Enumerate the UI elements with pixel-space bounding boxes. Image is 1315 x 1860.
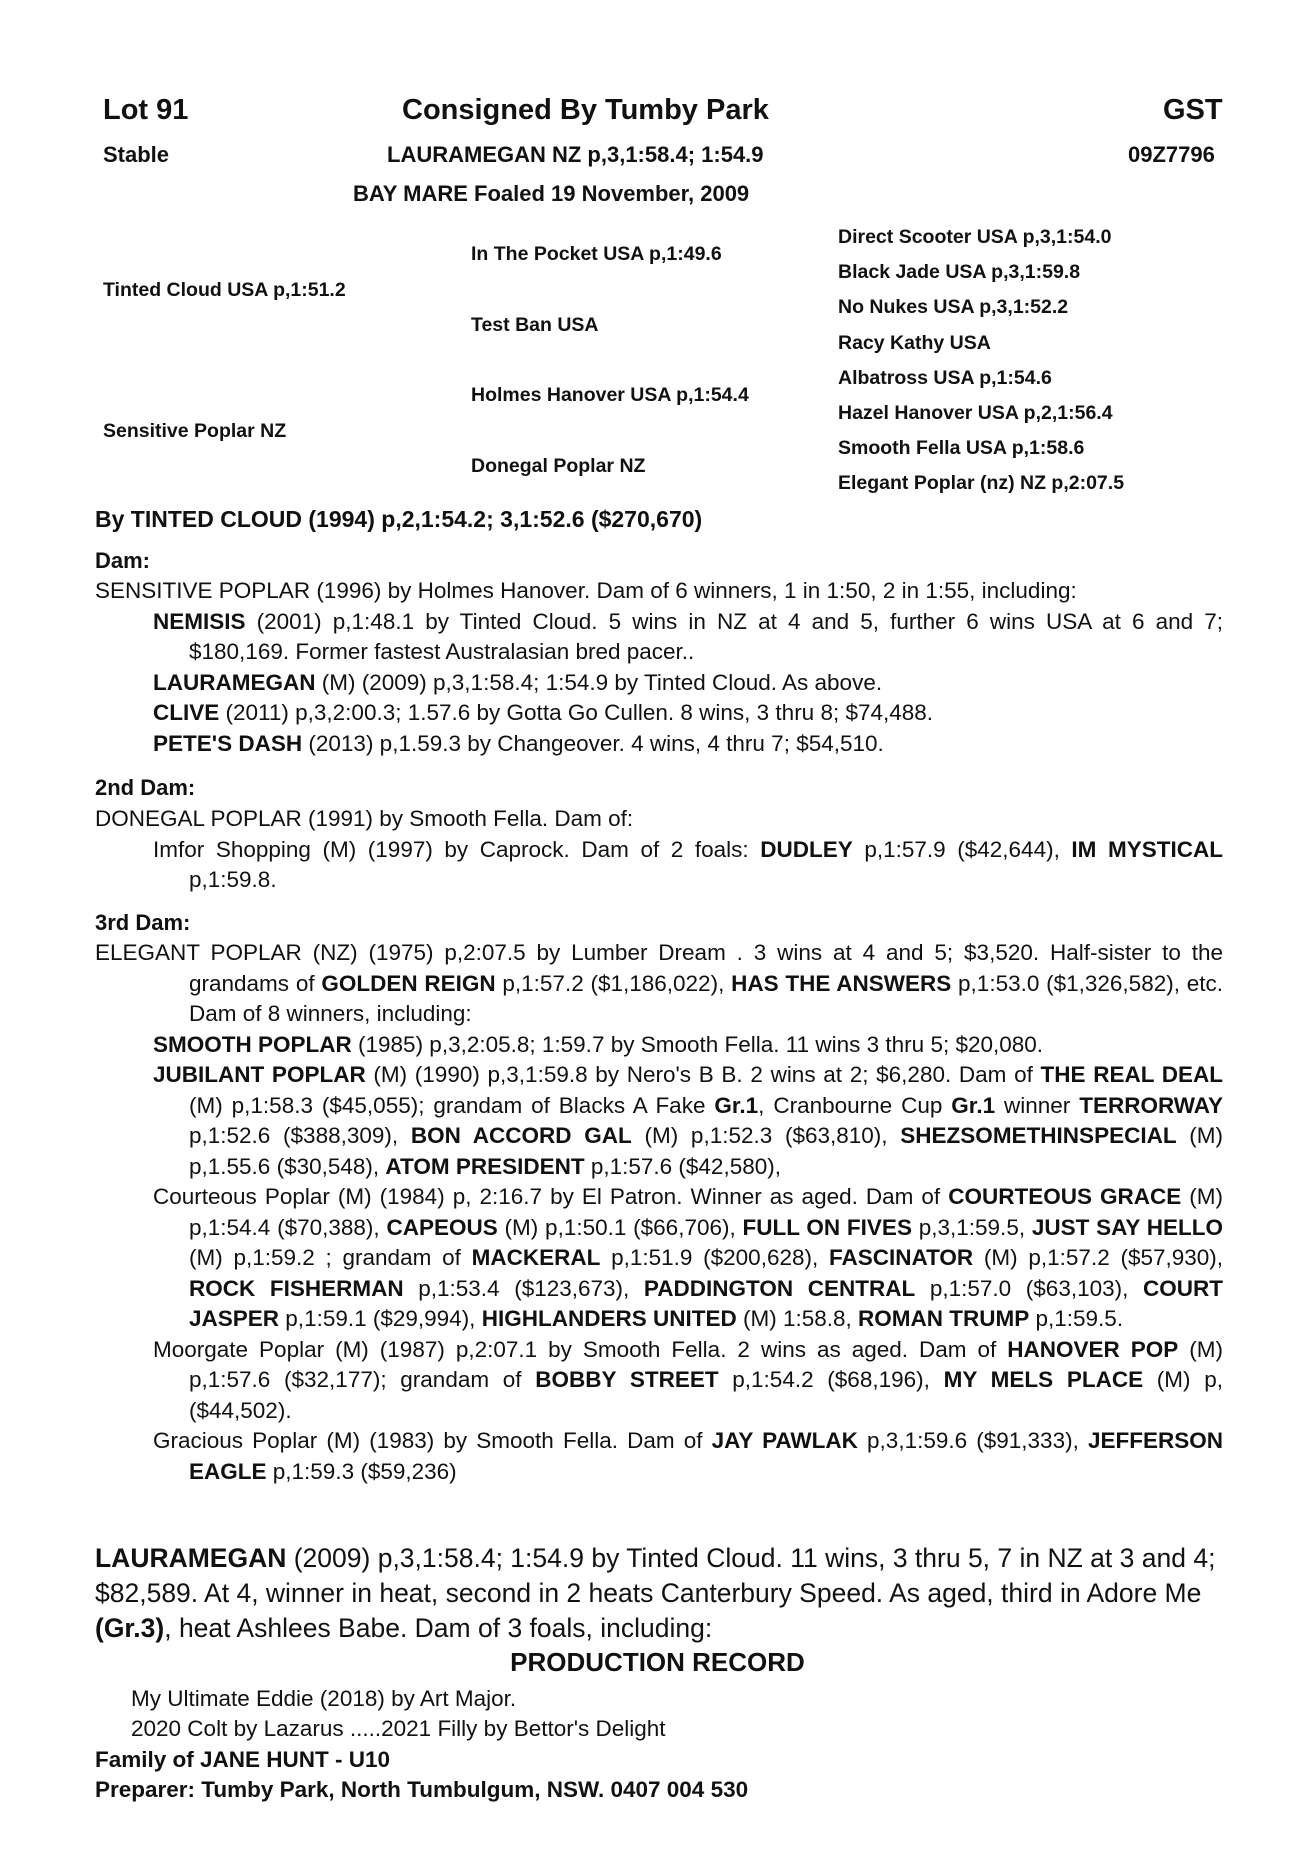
pedigree-sire: Tinted Cloud USA p,1:51.2 xyxy=(103,279,346,301)
pedigree-sire-dam: Test Ban USA xyxy=(471,314,599,336)
foaled-line: BAY MARE Foaled 19 November, 2009 xyxy=(353,181,750,206)
third-dam-section xyxy=(95,938,1223,1487)
third-dam-gracious-poplar: Gracious Poplar (M) (1983) by Smooth Fella. Dam of JAY PAWLAK p,3,1:59.6 ($91,333), JEFFERSON EAGLE p,1:59.3 ($59,236) xyxy=(153,1428,1223,1484)
production-line-1: My Ultimate Eddie (2018) by Art Major. xyxy=(131,1686,517,1711)
dam-section xyxy=(95,576,1223,759)
dam-intro: SENSITIVE POPLAR (1996) by Holmes Hanover. Dam of 6 winners, 1 in 1:50, 2 in 1:55, including: xyxy=(95,578,1077,603)
pedigree-gen3-7: Smooth Fella USA p,1:58.6 xyxy=(838,437,1085,459)
third-dam-courteous-poplar: Courteous Poplar (M) (1984) p, 2:16.7 by El Patron. Winner as aged. Dam of COURTEOUS GRACE (M) p,1:54.4 ($70,388), CAPEOUS (M) p,1:50.1 ($66,706), FULL ON FIVES p,3,1:59.5, JUST SAY HELLO (M) p,1:59.2 ; grandam of MACKERAL p,1:51.9 ($200,628), FASCINATOR (M) p,1:57.2 ($57,930), ROCK FISHERMAN p,1:53.4 ($123,673), PADDINGTON CENTRAL p,1:57.0 ($63,103), COURT JASPER p,1:59.1 ($29,994), HIGHLANDERS UNITED (M) 1:58.8, ROMAN TRUMP p,1:59.5. xyxy=(153,1184,1224,1331)
sire-by-line: By TINTED CLOUD (1994) p,2,1:54.2; 3,1:52.6 ($270,670) xyxy=(95,506,703,532)
production-line-2: 2020 Colt by Lazarus .....2021 Filly by Bettor's Delight xyxy=(131,1716,666,1741)
third-dam-jubilant-poplar: JUBILANT POPLAR (M) (1990) p,3,1:59.8 by Nero's B B. 2 wins at 2; $6,280. Dam of THE REAL DEAL (M) p,1:58.3 ($45,055); grandam of Blacks A Fake Gr.1, Cranbourne Cup Gr.1 winner TERRORWAY p,1:52.6 ($388,309), BON ACCORD GAL (M) p,1:52.3 ($63,810), SHEZSOMETHINSPECIAL (M) p,1.55.6 ($30,548), ATOM PRESIDENT p,1:57.6 ($42,580), xyxy=(153,1062,1224,1179)
third-dam-moorgate-poplar: Moorgate Poplar (M) (1987) p,2:07.1 by Smooth Fella. 2 wins as aged. Dam of HANOVER POP (M) p,1:57.6 ($32,177); grandam of BOBBY STREET p,1:54.2 ($68,196), MY MELS PLACE (M) p, ($44,502). xyxy=(153,1336,1224,1423)
pedigree-sire-sire: In The Pocket USA p,1:49.6 xyxy=(471,243,722,265)
dam-progeny-petes-dash: PETE'S DASH (2013) p,1.59.3 by Changeover. 4 wins, 4 thru 7; $54,510. xyxy=(153,730,884,756)
second-dam-progeny: Imfor Shopping (M) (1997) by Caprock. Dam of 2 foals: DUDLEY p,1:57.9 ($42,644), IM MYSTICAL p,1:59.8. xyxy=(153,836,1223,892)
pedigree-dam-dam: Donegal Poplar NZ xyxy=(471,455,646,477)
consignor-title: Consigned By Tumby Park xyxy=(402,94,769,126)
lauramegan-summary: LAURAMEGAN (2009) p,3,1:58.4; 1:54.9 by Tinted Cloud. 11 wins, 3 thru 5, 7 in NZ at 3 and 4; $82,589. At 4, winner in heat, second in 2 heats Canterbury Speed. As aged, third in Adore Me (Gr.3), heat Ashlees Babe. Dam of 3 foals, including: xyxy=(95,1543,1216,1643)
family-line: Family of JANE HUNT - U10 xyxy=(95,1747,391,1772)
preparer-line: Preparer: Tumby Park, North Tumbulgum, NSW. 0407 004 530 xyxy=(95,1777,749,1802)
third-dam-smooth-poplar: SMOOTH POPLAR (1985) p,3,2:05.8; 1:59.7 by Smooth Fella. 11 wins 3 thru 5; $20,080. xyxy=(153,1031,1044,1057)
pedigree-dam: Sensitive Poplar NZ xyxy=(103,420,287,442)
stable-label: Stable xyxy=(103,142,170,167)
lot-number: Lot 91 xyxy=(103,94,189,126)
pedigree-dam-sire: Holmes Hanover USA p,1:54.4 xyxy=(471,384,749,406)
second-dam-intro: DONEGAL POPLAR (1991) by Smooth Fella. Dam of: xyxy=(95,806,634,831)
second-dam-heading: 2nd Dam: xyxy=(95,775,196,800)
dam-progeny-clive: CLIVE (2011) p,3,2:00.3; 1.57.6 by Gotta Go Cullen. 8 wins, 3 thru 8; $74,488. xyxy=(153,700,934,725)
second-dam-section xyxy=(95,804,1223,896)
horse-name-line: LAURAMEGAN NZ p,3,1:58.4; 1:54.9 xyxy=(387,142,764,167)
pedigree-gen3-5: Albatross USA p,1:54.6 xyxy=(838,367,1052,389)
pedigree-gen3-8: Elegant Poplar (nz) NZ p,2:07.5 xyxy=(838,472,1125,494)
pedigree-gen3-6: Hazel Hanover USA p,2,1:56.4 xyxy=(838,402,1113,424)
production-record-title: PRODUCTION RECORD xyxy=(510,1647,805,1677)
pedigree-gen3-4: Racy Kathy USA xyxy=(838,332,991,354)
registration-code: 09Z7796 xyxy=(1128,142,1215,167)
gst-label: GST xyxy=(1163,94,1223,126)
dam-heading: Dam: xyxy=(95,548,151,573)
pedigree-gen3-3: No Nukes USA p,3,1:52.2 xyxy=(838,296,1069,318)
dam-progeny-nemisis: NEMISIS (2001) p,1:48.1 by Tinted Cloud. 5 wins in NZ at 4 and 5, further 6 wins USA at 6 and 7; $180,169. Former fastest Australasian bred pacer.. xyxy=(153,608,1223,664)
third-dam-intro: ELEGANT POPLAR (NZ) (1975) p,2:07.5 by Lumber Dream . 3 wins at 4 and 5; $3,520. Half-sister to the grandams of GOLDEN REIGN p,1:57.2 ($1,186,022), HAS THE ANSWERS p,1:53.0 ($1,326,582), etc. Dam of 8 winners, including: xyxy=(95,940,1223,1026)
pedigree-gen3-2: Black Jade USA p,3,1:59.8 xyxy=(838,261,1081,283)
third-dam-heading: 3rd Dam: xyxy=(95,910,191,935)
dam-progeny-laura: LAURAMEGAN (M) (2009) p,3,1:58.4; 1:54.9 by Tinted Cloud. As above. xyxy=(153,669,883,695)
pedigree-gen3-1: Direct Scooter USA p,3,1:54.0 xyxy=(838,226,1112,248)
